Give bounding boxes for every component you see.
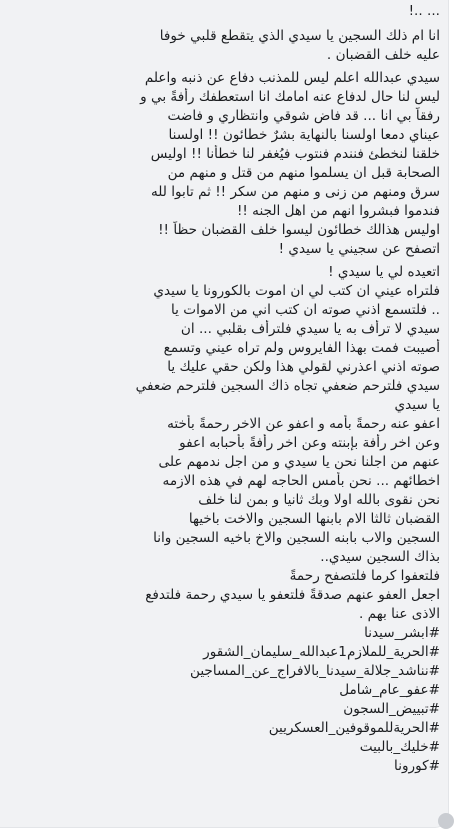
text-line: عيناي دمعا اولسنا بالنهاية بشرٌ خطائون !! اولسنا [168, 127, 440, 143]
text-line: الصحابة قبل ان يسلموا منهم من قتل و منهم من [167, 165, 440, 181]
post-body [6, 2, 440, 776]
hashtag-link[interactable]: #خليك_بالبيت [359, 739, 440, 755]
text-line: وعن اخر رأفة بإبنته وعن اخر رأفةً بأحبابه اعفو [179, 435, 440, 451]
text-line: السجين والاب بابنه السجين والاخ باخيه السجين وانا [153, 530, 440, 546]
text-line: سيدي عبدالله اعلم ليس للمذنب دفاع عن ذنبه واعلم [144, 70, 440, 86]
text-line: اعفو عنه رحمةً بأمه و اعفو عن الاخر رحمةً بأخته [167, 416, 440, 432]
text-line: سيدي لا ترأف به يا سيدي فلترأف بقلبي ... ان [180, 321, 440, 337]
text-line: فندموا فبشروا انهم من اهل الجنه !! [236, 203, 440, 219]
hashtag-link[interactable]: #كورونا [394, 758, 440, 774]
text-line: اجعل العفو عنهم صدقةً فلتعفو يا سيدي رحمة فلتدفع [145, 587, 440, 603]
text-line: خلقنا لنخطئ فنندم فنتوب فيُغفر لنا خطأنا !! اوليس [150, 146, 440, 162]
text-line: عليه خلف القضبان . [326, 47, 440, 63]
text-line: القضبان ثالثا الام بابنها السجين والاخت باخيها [188, 511, 440, 527]
text-line: سيدي فلترحم ضعفي تجاه ذاك السجين فلترحم ضعفي [135, 378, 440, 394]
text-line: صوته اذني اعذرني لقولي هذا ولكن حقي عليك يا [167, 359, 440, 375]
text-line: اخطائهم ... نحن بأمس الحاجه لهم في هذه الازمه [162, 473, 440, 489]
text-line: اتصفح عن سجيني يا سيدي ! [278, 241, 440, 257]
text-line: فلتعفوا كرما فلتصفح رحمةً [289, 568, 440, 584]
text-line: أُصيبت فمت بهذا الفايروس ولم تراه عيني وتسمع [163, 340, 440, 356]
text-line: ... ..! [408, 3, 440, 19]
text-line: انا ام ذلك السجين يا سيدي الذي يتقطع قلبي خوفا [159, 28, 440, 44]
hashtag-link[interactable]: #الحريةللموقوفين_العسكريين [268, 720, 440, 736]
hashtag-link[interactable]: #نناشد_جلالة_سيدنا_بالافراج_عن_المساجين [189, 663, 440, 679]
text-line: يا سيدي [394, 397, 440, 413]
text-line: بذاك السجين سيدي.. [320, 549, 440, 565]
text-line: الاذى عنا بهم . [359, 606, 440, 622]
text-line: فلتراه عيني ان كتب لي ان اموت بالكورونا يا سيدي [153, 283, 440, 299]
text-line: سرق ومنهم من زنى و منهم من سكر !! ثم تابوا لله [151, 184, 440, 200]
hashtag-link[interactable]: #تبييض_السجون [343, 701, 440, 717]
hashtag-link[interactable]: #عفو_عام_شامل [339, 682, 440, 698]
text-line: .. فلتسمع اذني صوته ان كتب اني من الاموات يا [171, 302, 440, 318]
text-line: اتعيده لي يا سيدي ! [328, 264, 440, 280]
seen-avatar-icon [438, 813, 454, 829]
text-line: ليس لنا حال لدفاع عنه امامك انا استعطفك رأفةً بي و [140, 89, 440, 105]
text-line: عنهم من اجلنا نحن يا سيدي و من اجل ندمهم على [158, 454, 440, 470]
text-line: نحن نقوى بالله اولا وبك ثانيا و بمن لنا خلف [198, 492, 440, 508]
text-line: اوليس هذالك خطائون ليسوا خلف القضبان حظاً !! [158, 222, 440, 238]
hashtag-link[interactable]: #ابشر_سيدنا [364, 625, 440, 641]
text-line: رفقاً بي انا ... قد فاض شوقي وانتظاري و فاضت [167, 108, 440, 124]
hashtag-link[interactable]: #الحرية_للملازم1عبدالله_سليمان_الشقور [203, 644, 440, 660]
